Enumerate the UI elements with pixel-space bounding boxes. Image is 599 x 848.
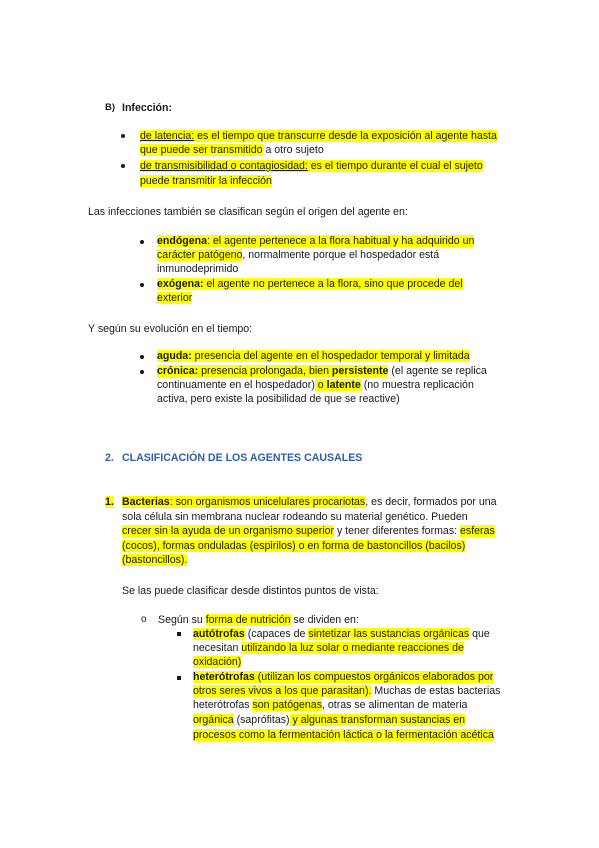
nutricion-line: Según su forma de nutrición se dividen en: <box>158 614 359 626</box>
exogena-line1: exógena: el agente no pertenece a la flora, sino que procede del <box>157 278 463 290</box>
transmis-line1: de transmisibilidad o contagiosidad: es el tiempo durante el cual el sujeto <box>140 160 483 172</box>
latencia-line1: de latencia: es el tiempo que transcurre desde la exposición al agente hasta <box>140 130 497 142</box>
aguda-line: aguda: presencia del agente en el hospedador temporal y limitada <box>157 350 470 362</box>
circle-bullet-icon: o <box>141 614 147 625</box>
bacterias-line1: Bacterias: son organismos unicelulares procariotas, es decir, formados por una <box>122 496 497 508</box>
latencia-line2: que puede ser transmitido a otro sujeto <box>140 144 324 156</box>
section2-title: CLASIFICACIÓN DE LOS AGENTES CAUSALES <box>122 452 363 464</box>
evol-intro: Y según su evolución en el tiempo: <box>88 323 253 335</box>
endogena-line2: carácter patógeno, normalmente porque el hospedador está <box>157 249 440 261</box>
bullet-icon <box>121 134 125 138</box>
square-bullet-icon <box>177 676 181 680</box>
cronica-line2: continuamente en el hospedador) o latente (no muestra replicación <box>157 379 474 391</box>
section-b-title: Infección: <box>122 102 173 114</box>
bullet-icon <box>140 240 144 244</box>
puntos-vista: Se las puede clasificar desde distintos puntos de vista: <box>122 585 379 597</box>
transmis-line2: puede transmitir la infección <box>140 175 272 187</box>
bacterias-line4: (cocos), formas onduladas (espirilos) o en forma de bastoncillos (bacilos) <box>122 540 466 552</box>
cronica-line1: crónica: presencia prolongada, bien persistente (el agente se replica <box>157 365 487 377</box>
heterotrofas-line5: procesos como la fermentación láctica o la fermentación acética <box>193 729 494 741</box>
bacterias-line2: sola célula sin membrana nuclear rodeando su material genético. Pueden <box>122 511 468 523</box>
bullet-icon <box>140 355 144 359</box>
autotrofas-line3: oxidación) <box>193 656 242 668</box>
bullet-icon <box>140 283 144 287</box>
square-bullet-icon <box>177 632 181 636</box>
endogena-line1: endógena: el agente pertenece a la flora habitual y ha adquirido un <box>157 235 475 247</box>
bacterias-line3: crecer sin la ayuda de un organismo superior y tener diferentes formas: esferas <box>122 525 495 537</box>
section-b-marker: B) <box>105 102 116 113</box>
heterotrofas-line4: orgánica (saprófitas) y algunas transforman sustancias en <box>193 714 466 726</box>
heterotrofas-line2: otros seres vivos a los que parasitan). Muchas de estas bacterias <box>193 685 501 697</box>
cronica-line3: activa, pero existe la posibilidad de que se reactive) <box>157 393 400 405</box>
origen-intro: Las infecciones también se clasifican según el origen del agente en: <box>88 206 408 218</box>
section2-number: 2. <box>105 452 114 464</box>
exogena-line2: exterior <box>157 292 193 304</box>
bullet-icon <box>121 164 125 168</box>
bacterias-number: 1. <box>105 496 114 508</box>
heterotrofas-line1: heterótrofas (utilizan los compuestos orgánicos elaborados por <box>193 671 494 683</box>
autotrofas-line1: autótrofas (capaces de sintetizar las sustancias orgánicas que <box>193 628 490 640</box>
autotrofas-line2: necesitan utilizando la luz solar o mediante reacciones de <box>193 642 464 654</box>
bullet-icon <box>140 370 144 374</box>
endogena-line3: inmunodeprimido <box>157 263 239 275</box>
bacterias-line5: (bastoncillos). <box>122 554 188 566</box>
heterotrofas-line3: heterótrofas son patógenas, otras se alimentan de materia <box>193 699 468 711</box>
